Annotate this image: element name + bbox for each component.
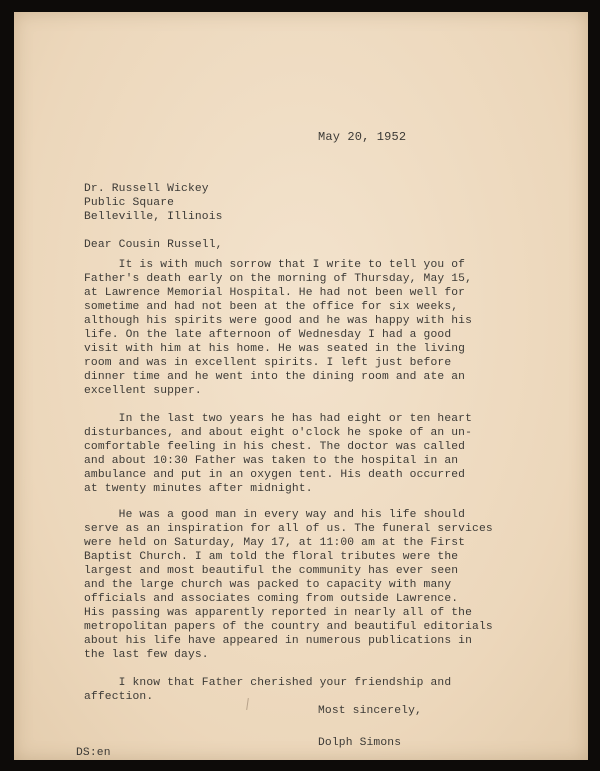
letter-date: May 20, 1952 bbox=[318, 130, 407, 144]
paragraph-line: He was a good man in every way and his life should bbox=[84, 509, 466, 521]
letter-sheet bbox=[14, 12, 588, 760]
paragraph-line: although his spirits were good and he was happy with his bbox=[84, 315, 473, 327]
paragraph-line: It is with much sorrow that I write to tell you of bbox=[84, 259, 466, 271]
paragraph-line: serve as an inspiration for all of us. The funeral services bbox=[84, 523, 493, 535]
paragraph-line: were held on Saturday, May 17, at 11:00 am at the First bbox=[84, 537, 466, 549]
paragraph-line: His passing was apparently reported in nearly all of the bbox=[84, 607, 473, 619]
typist-initials: DS:en bbox=[76, 747, 111, 759]
paragraph-line: ambulance and put in an oxygen tent. His death occurred bbox=[84, 469, 466, 481]
signature-name: Dolph Simons bbox=[318, 737, 402, 749]
recipient-name: Dr. Russell Wickey bbox=[84, 183, 209, 195]
recipient-street: Public Square bbox=[84, 197, 175, 209]
paper-mark bbox=[246, 698, 249, 710]
paragraph-line: I know that Father cherished your friendship and bbox=[84, 677, 452, 689]
paragraph-line: and about 10:30 Father was taken to the hospital in an bbox=[84, 455, 459, 467]
paragraph-line: dinner time and he went into the dining room and ate an bbox=[84, 371, 466, 383]
paragraph-line: largest and most beautiful the community has ever seen bbox=[84, 565, 459, 577]
paragraph-line: Baptist Church. I am told the floral tributes were the bbox=[84, 551, 459, 563]
paragraph-line: the last few days. bbox=[84, 649, 209, 661]
paragraph-line: at twenty minutes after midnight. bbox=[84, 483, 313, 495]
paragraph-line: disturbances, and about eight o'clock he spoke of an un- bbox=[84, 427, 473, 439]
paragraph-line: excellent supper. bbox=[84, 385, 202, 397]
recipient-city: Belleville, Illinois bbox=[84, 211, 223, 223]
paragraph-line: Father's death early on the morning of Thursday, May 15, bbox=[84, 273, 473, 285]
paragraph-line: affection. bbox=[84, 691, 154, 703]
paragraph-line: room and was in excellent spirits. I left just before bbox=[84, 357, 452, 369]
paragraph-line: life. On the late afternoon of Wednesday I had a good bbox=[84, 329, 452, 341]
paragraph-line: comfortable feeling in his chest. The doctor was called bbox=[84, 441, 466, 453]
paragraph-line: officials and associates coming from outside Lawrence. bbox=[84, 593, 459, 605]
paragraph-line: visit with him at his home. He was seated in the living bbox=[84, 343, 466, 355]
closing: Most sincerely, bbox=[318, 705, 422, 717]
paragraph-line: and the large church was packed to capacity with many bbox=[84, 579, 452, 591]
salutation: Dear Cousin Russell, bbox=[84, 239, 223, 251]
paragraph-line: In the last two years he has had eight or ten heart bbox=[84, 413, 473, 425]
paragraph-line: at Lawrence Memorial Hospital. He had not been well for bbox=[84, 287, 466, 299]
paragraph-line: metropolitan papers of the country and beautiful editorials bbox=[84, 621, 493, 633]
paragraph-line: sometime and had not been at the office for six weeks, bbox=[84, 301, 459, 313]
paragraph-line: about his life have appeared in numerous publications in bbox=[84, 635, 473, 647]
